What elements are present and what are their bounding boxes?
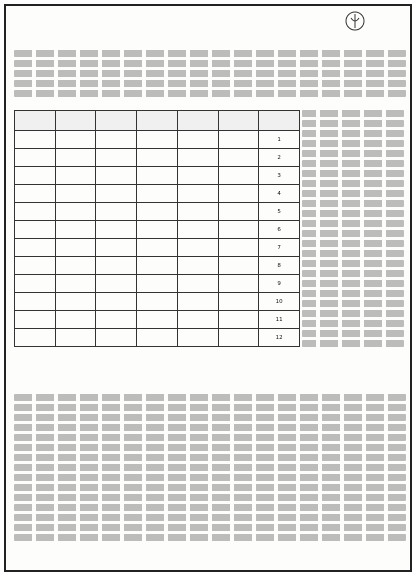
table-cell bbox=[177, 221, 218, 239]
table-cell bbox=[218, 167, 259, 185]
table-cell: 2 bbox=[259, 149, 300, 167]
table-row bbox=[15, 329, 300, 347]
table-row bbox=[15, 203, 300, 221]
table-cell: 7 bbox=[259, 239, 300, 257]
table-cell bbox=[177, 275, 218, 293]
table-cell: 8 bbox=[259, 257, 300, 275]
table-cell bbox=[177, 203, 218, 221]
table-cell bbox=[137, 257, 178, 275]
conditions-column bbox=[302, 110, 404, 390]
table-cell bbox=[55, 203, 96, 221]
table-cell bbox=[15, 257, 56, 275]
table-row bbox=[15, 185, 300, 203]
table-cell bbox=[137, 275, 178, 293]
table-cell bbox=[15, 239, 56, 257]
table-cell bbox=[137, 311, 178, 329]
intro-paragraph bbox=[14, 50, 406, 106]
table-header-cell bbox=[96, 111, 137, 131]
table-cell bbox=[177, 293, 218, 311]
table-cell bbox=[218, 149, 259, 167]
table-cell bbox=[137, 293, 178, 311]
property-table-area bbox=[14, 110, 300, 390]
table-cell bbox=[137, 239, 178, 257]
table-row bbox=[15, 239, 300, 257]
table-cell bbox=[218, 203, 259, 221]
table-cell bbox=[15, 275, 56, 293]
table-cell bbox=[96, 329, 137, 347]
table-cell bbox=[218, 185, 259, 203]
table-cell: 3 bbox=[259, 167, 300, 185]
table-cell bbox=[55, 167, 96, 185]
table-cell bbox=[55, 329, 96, 347]
table-header-row bbox=[15, 111, 300, 131]
table-cell bbox=[55, 185, 96, 203]
table-cell: 5 bbox=[259, 203, 300, 221]
table-cell bbox=[96, 185, 137, 203]
table-cell bbox=[55, 221, 96, 239]
table-row bbox=[15, 293, 300, 311]
table-cell bbox=[55, 239, 96, 257]
table-cell bbox=[96, 239, 137, 257]
table-cell bbox=[177, 149, 218, 167]
table-cell bbox=[137, 221, 178, 239]
table-row bbox=[15, 311, 300, 329]
table-cell bbox=[177, 329, 218, 347]
table-row bbox=[15, 149, 300, 167]
table-cell bbox=[55, 131, 96, 149]
table-cell bbox=[96, 167, 137, 185]
table-cell bbox=[218, 239, 259, 257]
table-cell bbox=[177, 239, 218, 257]
table-cell bbox=[137, 185, 178, 203]
table-cell bbox=[55, 275, 96, 293]
table-cell bbox=[137, 167, 178, 185]
table-cell bbox=[15, 185, 56, 203]
table-cell: 6 bbox=[259, 221, 300, 239]
notes-section bbox=[14, 394, 406, 554]
table-row bbox=[15, 131, 300, 149]
table-cell bbox=[96, 311, 137, 329]
table-cell bbox=[218, 311, 259, 329]
table-cell bbox=[177, 311, 218, 329]
table-cell bbox=[137, 131, 178, 149]
table-header-cell bbox=[218, 111, 259, 131]
table-cell bbox=[137, 149, 178, 167]
table-cell: 4 bbox=[259, 185, 300, 203]
table-cell bbox=[177, 131, 218, 149]
footer-signature bbox=[14, 556, 406, 570]
table-cell bbox=[96, 293, 137, 311]
table-cell bbox=[15, 221, 56, 239]
table-cell bbox=[55, 257, 96, 275]
table-cell bbox=[55, 311, 96, 329]
table-cell bbox=[15, 131, 56, 149]
table-cell bbox=[96, 149, 137, 167]
table-row bbox=[15, 257, 300, 275]
table-cell bbox=[137, 203, 178, 221]
document-page bbox=[4, 4, 412, 572]
table-cell bbox=[218, 221, 259, 239]
table-header-cell bbox=[137, 111, 178, 131]
table-row bbox=[15, 167, 300, 185]
table-cell bbox=[96, 221, 137, 239]
table-cell: 11 bbox=[259, 311, 300, 329]
table-header-cell bbox=[177, 111, 218, 131]
table-cell bbox=[96, 131, 137, 149]
table-cell: 9 bbox=[259, 275, 300, 293]
table-cell: 10 bbox=[259, 293, 300, 311]
table-cell bbox=[177, 257, 218, 275]
table-header-cell bbox=[55, 111, 96, 131]
table-cell bbox=[15, 293, 56, 311]
table-row bbox=[15, 275, 300, 293]
table-cell: 1 bbox=[259, 131, 300, 149]
table-cell bbox=[177, 167, 218, 185]
table-cell bbox=[96, 257, 137, 275]
table-cell bbox=[218, 275, 259, 293]
table-cell bbox=[96, 203, 137, 221]
table-cell bbox=[218, 329, 259, 347]
table-row bbox=[15, 221, 300, 239]
table-cell bbox=[218, 293, 259, 311]
table-cell bbox=[15, 167, 56, 185]
table-cell bbox=[15, 203, 56, 221]
table-cell bbox=[55, 293, 96, 311]
table-header-cell bbox=[259, 111, 300, 131]
table-header-cell bbox=[15, 111, 56, 131]
table-cell bbox=[218, 257, 259, 275]
table-cell bbox=[177, 185, 218, 203]
table-cell bbox=[218, 131, 259, 149]
emblem-icon bbox=[344, 10, 366, 32]
table-cell bbox=[137, 329, 178, 347]
table-cell: 12 bbox=[259, 329, 300, 347]
table-cell bbox=[15, 311, 56, 329]
table-cell bbox=[55, 149, 96, 167]
table-cell bbox=[15, 329, 56, 347]
property-table bbox=[14, 110, 300, 347]
table-cell bbox=[15, 149, 56, 167]
table-cell bbox=[96, 275, 137, 293]
